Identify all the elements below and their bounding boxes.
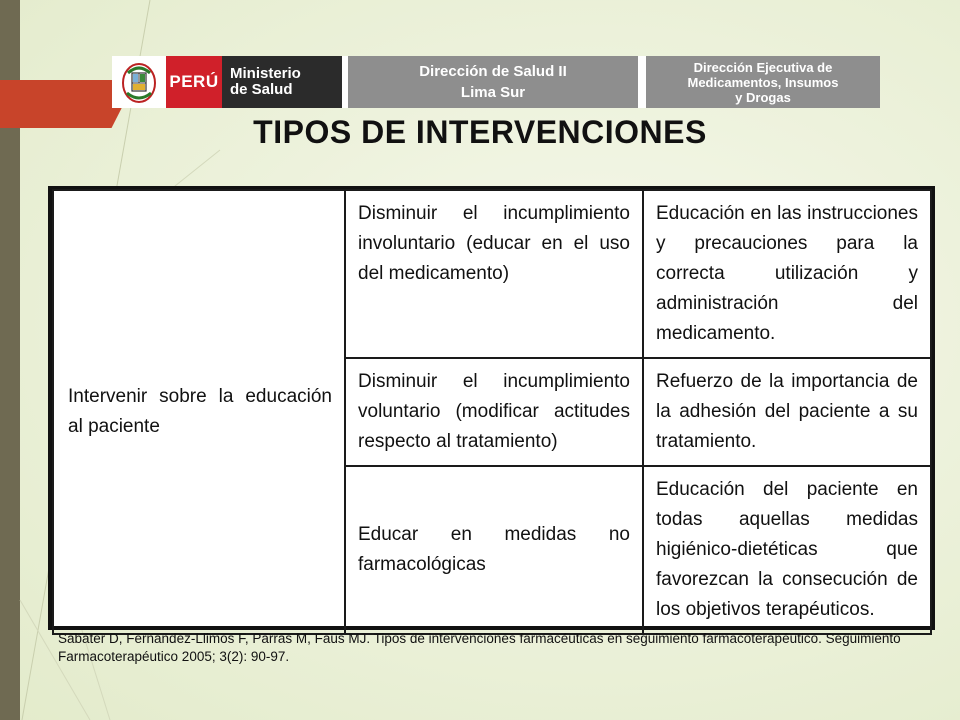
action-cell: Refuerzo de la importancia de la adhesión del paciente a su tratamiento. [643,358,931,466]
header-banner [112,56,880,108]
action-cell: Educación en las instrucciones y precauciones para la correcta utilización y administración del medicamento. [643,190,931,358]
action-cell: Educación del paciente en todas aquellas medidas higiénico-dietéticas que favorezcan la consecución de los objetivos terapéuticos. [643,466,931,634]
category-cell: Intervenir sobre la educación al paciente [53,190,345,634]
direccion-line2: Lima Sur [460,84,526,101]
interventions-table [48,186,935,630]
objective-cell: Educar en medidas no farmacológicas [345,466,643,634]
direccion-salud-banner [348,56,638,108]
direccion-line1: Dirección de Salud II [419,63,567,80]
ministerio-line1: Ministerio [230,65,301,82]
peru-coat-of-arms-icon [112,56,166,108]
ejecutiva-line3: y Drogas [735,89,791,105]
ejecutiva-line2: Medicamentos, Insumos [687,74,839,90]
citation: Sabater D, Fernandez-Llimos F, Parras M, Faus MJ. Tipos de intervenciones farmacéuticas en seguimiento farmacoterapéutico. Seguimiento Farmacoterapéutico 2005; 3(2): 90-97. [58,631,901,664]
ministerio-line2: de Salud [230,81,293,98]
ministerio-logo [222,56,342,108]
page-title: TIPOS DE INTERVENCIONES [253,114,707,150]
objective-cell: Disminuir el incumplimiento involuntario (educar en el uso del medicamento) [345,190,643,358]
ejecutiva-line1: Dirección Ejecutiva de [693,59,833,75]
peru-label: PERÚ [166,56,222,108]
objective-cell: Disminuir el incumplimiento voluntario (modificar actitudes respecto al tratamiento) [345,358,643,466]
direccion-ejecutiva-banner [646,56,880,108]
table-row [53,190,931,358]
